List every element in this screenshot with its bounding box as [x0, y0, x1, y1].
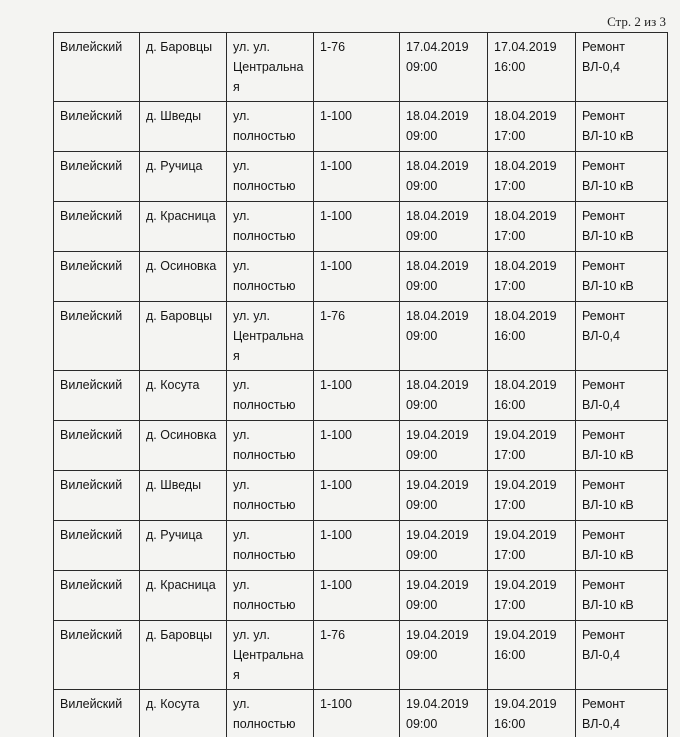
district-cell: Вилейский: [54, 571, 140, 621]
work-type-cell: Ремонт ВЛ-10 кВ: [576, 571, 668, 621]
table-row: [54, 690, 668, 737]
district-cell: Вилейский: [54, 302, 140, 371]
page-number: Стр. 2 из 3: [607, 14, 666, 30]
street-cell: ул. полностью: [227, 371, 314, 421]
village-cell: д. Ручица: [140, 152, 227, 202]
house-range-cell: 1-100: [314, 152, 400, 202]
work-type-cell: Ремонт ВЛ-10 кВ: [576, 521, 668, 571]
start-datetime-cell: 18.04.2019 09:00: [400, 371, 488, 421]
house-range-cell: 1-100: [314, 102, 400, 152]
work-type-cell: Ремонт ВЛ-0,4: [576, 621, 668, 690]
district-cell: Вилейский: [54, 471, 140, 521]
district-cell: Вилейский: [54, 521, 140, 571]
start-datetime-cell: 18.04.2019 09:00: [400, 102, 488, 152]
start-datetime-cell: 19.04.2019 09:00: [400, 421, 488, 471]
street-cell: ул. полностью: [227, 471, 314, 521]
village-cell: д. Косута: [140, 371, 227, 421]
street-cell: ул. полностью: [227, 421, 314, 471]
street-cell: ул. полностью: [227, 202, 314, 252]
table-row: [54, 621, 668, 690]
table-row: [54, 421, 668, 471]
table-row: [54, 152, 668, 202]
street-cell: ул. ул. Центральна я: [227, 33, 314, 102]
table-body: [54, 33, 668, 737]
work-type-cell: Ремонт ВЛ-10 кВ: [576, 252, 668, 302]
village-cell: д. Ручица: [140, 521, 227, 571]
end-datetime-cell: 18.04.2019 17:00: [488, 252, 576, 302]
work-type-cell: Ремонт ВЛ-10 кВ: [576, 102, 668, 152]
end-datetime-cell: 19.04.2019 17:00: [488, 571, 576, 621]
table-row: [54, 202, 668, 252]
house-range-cell: 1-100: [314, 521, 400, 571]
table-row: [54, 571, 668, 621]
village-cell: д. Осиновка: [140, 252, 227, 302]
village-cell: д. Красница: [140, 202, 227, 252]
table-row: [54, 33, 668, 102]
table-row: [54, 521, 668, 571]
street-cell: ул. ул. Центральна я: [227, 302, 314, 371]
table-row: [54, 471, 668, 521]
district-cell: Вилейский: [54, 252, 140, 302]
work-type-cell: Ремонт ВЛ-0,4: [576, 302, 668, 371]
street-cell: ул. полностью: [227, 521, 314, 571]
end-datetime-cell: 18.04.2019 17:00: [488, 152, 576, 202]
table-row: [54, 252, 668, 302]
village-cell: д. Баровцы: [140, 621, 227, 690]
work-type-cell: Ремонт ВЛ-0,4: [576, 690, 668, 737]
village-cell: д. Баровцы: [140, 302, 227, 371]
work-type-cell: Ремонт ВЛ-10 кВ: [576, 421, 668, 471]
outage-schedule-table: [53, 32, 668, 737]
street-cell: ул. полностью: [227, 102, 314, 152]
house-range-cell: 1-76: [314, 302, 400, 371]
start-datetime-cell: 19.04.2019 09:00: [400, 621, 488, 690]
end-datetime-cell: 19.04.2019 16:00: [488, 690, 576, 737]
house-range-cell: 1-76: [314, 33, 400, 102]
work-type-cell: Ремонт ВЛ-0,4: [576, 33, 668, 102]
village-cell: д. Шведы: [140, 471, 227, 521]
end-datetime-cell: 19.04.2019 16:00: [488, 621, 576, 690]
end-datetime-cell: 18.04.2019 17:00: [488, 202, 576, 252]
start-datetime-cell: 19.04.2019 09:00: [400, 690, 488, 737]
house-range-cell: 1-100: [314, 421, 400, 471]
district-cell: Вилейский: [54, 621, 140, 690]
street-cell: ул. полностью: [227, 252, 314, 302]
start-datetime-cell: 19.04.2019 09:00: [400, 571, 488, 621]
house-range-cell: 1-100: [314, 371, 400, 421]
end-datetime-cell: 18.04.2019 16:00: [488, 371, 576, 421]
village-cell: д. Осиновка: [140, 421, 227, 471]
house-range-cell: 1-76: [314, 621, 400, 690]
village-cell: д. Баровцы: [140, 33, 227, 102]
district-cell: Вилейский: [54, 371, 140, 421]
end-datetime-cell: 19.04.2019 17:00: [488, 471, 576, 521]
start-datetime-cell: 19.04.2019 09:00: [400, 521, 488, 571]
house-range-cell: 1-100: [314, 202, 400, 252]
table-row: [54, 371, 668, 421]
district-cell: Вилейский: [54, 102, 140, 152]
district-cell: Вилейский: [54, 202, 140, 252]
district-cell: Вилейский: [54, 690, 140, 737]
street-cell: ул. полностью: [227, 571, 314, 621]
end-datetime-cell: 17.04.2019 16:00: [488, 33, 576, 102]
street-cell: ул. полностью: [227, 690, 314, 737]
end-datetime-cell: 19.04.2019 17:00: [488, 521, 576, 571]
start-datetime-cell: 18.04.2019 09:00: [400, 202, 488, 252]
start-datetime-cell: 17.04.2019 09:00: [400, 33, 488, 102]
village-cell: д. Красница: [140, 571, 227, 621]
district-cell: Вилейский: [54, 421, 140, 471]
village-cell: д. Шведы: [140, 102, 227, 152]
house-range-cell: 1-100: [314, 690, 400, 737]
table-row: [54, 102, 668, 152]
street-cell: ул. ул. Центральна я: [227, 621, 314, 690]
village-cell: д. Косута: [140, 690, 227, 737]
work-type-cell: Ремонт ВЛ-10 кВ: [576, 202, 668, 252]
work-type-cell: Ремонт ВЛ-0,4: [576, 371, 668, 421]
end-datetime-cell: 18.04.2019 16:00: [488, 302, 576, 371]
street-cell: ул. полностью: [227, 152, 314, 202]
start-datetime-cell: 19.04.2019 09:00: [400, 471, 488, 521]
start-datetime-cell: 18.04.2019 09:00: [400, 302, 488, 371]
end-datetime-cell: 19.04.2019 17:00: [488, 421, 576, 471]
house-range-cell: 1-100: [314, 471, 400, 521]
start-datetime-cell: 18.04.2019 09:00: [400, 252, 488, 302]
table-row: [54, 302, 668, 371]
house-range-cell: 1-100: [314, 252, 400, 302]
district-cell: Вилейский: [54, 33, 140, 102]
district-cell: Вилейский: [54, 152, 140, 202]
start-datetime-cell: 18.04.2019 09:00: [400, 152, 488, 202]
house-range-cell: 1-100: [314, 571, 400, 621]
end-datetime-cell: 18.04.2019 17:00: [488, 102, 576, 152]
work-type-cell: Ремонт ВЛ-10 кВ: [576, 471, 668, 521]
work-type-cell: Ремонт ВЛ-10 кВ: [576, 152, 668, 202]
